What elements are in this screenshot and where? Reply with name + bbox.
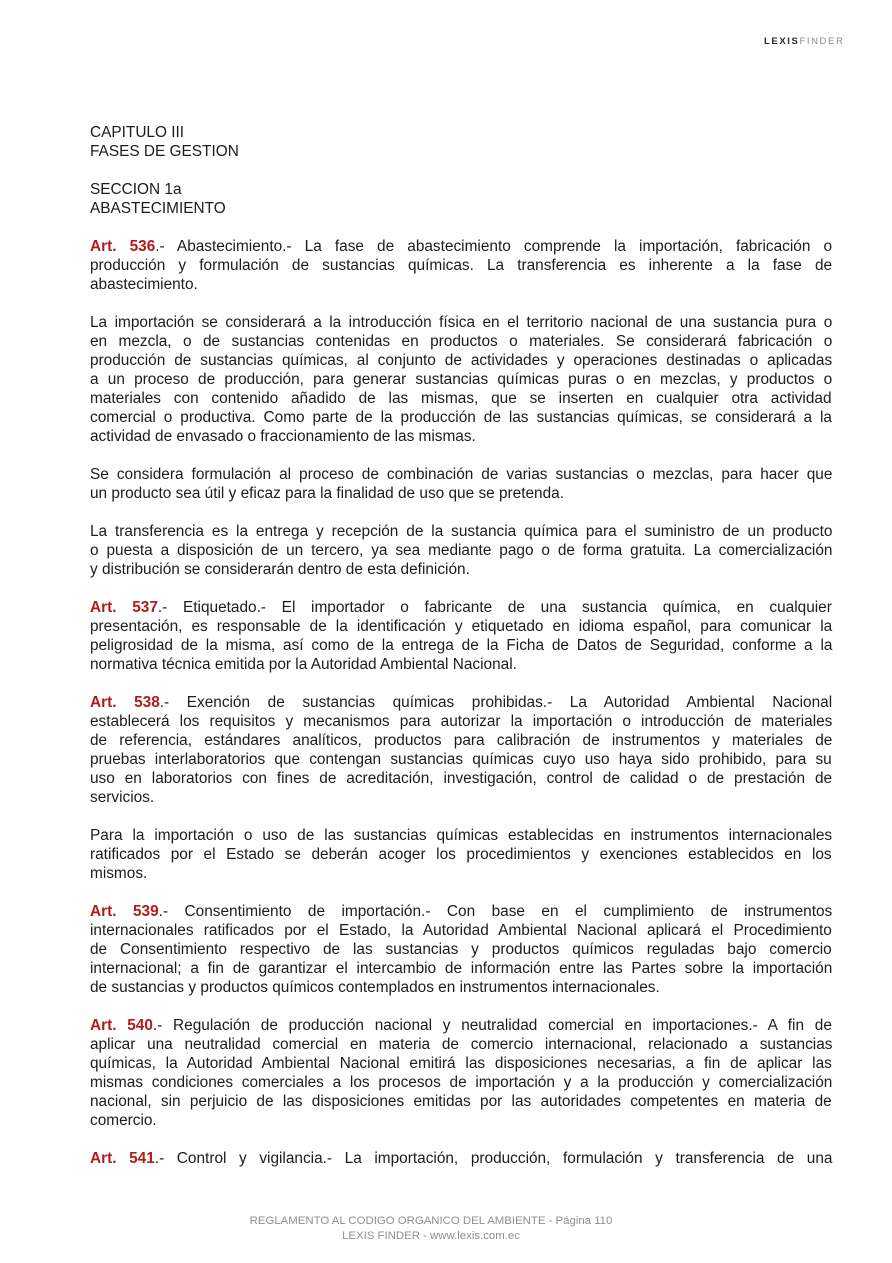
text-line — [90, 484, 832, 503]
text-line — [90, 655, 832, 674]
chapter-title: FASES DE GESTION — [90, 143, 239, 160]
line-text: a un proceso de producción, para generar sustancias químicas puras o en mezclas, y productos o — [90, 371, 833, 388]
line-text: ratificados por el Estado se deberán acoger los procedimientos y exenciones establecidos en los — [90, 846, 832, 863]
text-line — [90, 617, 832, 636]
line-text: .- Abastecimiento.- La fase de abastecimiento comprende la importación, fabricación o — [155, 238, 833, 255]
text-line — [90, 275, 832, 294]
line-text: aplicar una neutralidad comercial en materia de comercio internacional, relacionado a sustancias — [90, 1036, 833, 1053]
footer-website: LEXIS FINDER - www.lexis.com.ec — [342, 1230, 520, 1242]
text-line — [90, 826, 832, 845]
line-text: uso en laboratorios con fines de acreditación, investigación, control de calidad o de prestación de — [90, 770, 833, 787]
text-line — [90, 1054, 832, 1073]
text-line — [90, 370, 832, 389]
logo-light-text: FINDER — [799, 36, 845, 47]
text-line — [90, 1111, 832, 1130]
text-line — [90, 1035, 832, 1054]
line-text: internacionales ratificados por el Estado, la Autoridad Ambiental Nacional aplicará el Procedimiento — [90, 922, 832, 939]
line-text: mismas condiciones comerciales a los procesos de importación y a la producción y comercialización — [90, 1074, 833, 1091]
text-line — [90, 750, 832, 769]
line-text: internacional; a fin de garantizar el intercambio de información entre las Partes sobre la importación — [90, 960, 833, 977]
section-number: SECCION 1a — [90, 181, 182, 198]
article-number: Art. 539 — [90, 903, 159, 920]
text-line — [90, 560, 832, 579]
article-number: Art. 537 — [90, 599, 158, 616]
lexis-finder-logo — [764, 36, 844, 47]
line-text: .- Control y vigilancia.- La importación, producción, formulación y transferencia de una — [154, 1150, 833, 1167]
line-text: y distribución se considerarán dentro de esta definición. — [90, 561, 470, 578]
text-line — [90, 940, 832, 959]
section-heading — [90, 180, 832, 218]
text-line — [90, 978, 832, 997]
article-number: Art. 541 — [90, 1150, 155, 1167]
line-text: mismos. — [90, 865, 148, 882]
line-text: producción y formulación de sustancias químicas. La transferencia es inherente a la fase de — [90, 257, 833, 274]
line-text: servicios. — [90, 789, 155, 806]
line-text: peligrosidad de la misma, así como de la entrega de la Ficha de Datos de Seguridad, conforme a la — [90, 637, 833, 654]
line-text: un producto sea útil y eficaz para la finalidad de uso que se pretenda. — [90, 485, 565, 502]
article-paragraph — [90, 237, 832, 294]
text-line — [90, 845, 832, 864]
paragraph — [90, 313, 832, 446]
article-paragraph — [90, 1149, 832, 1168]
line-text: .- Exención de sustancias químicas prohibidas.- La Autoridad Ambiental Nacional — [159, 694, 833, 711]
text-line — [90, 959, 832, 978]
line-text: de referencia, estándares analíticos, productos para calibración de instrumentos y materiales de — [90, 732, 833, 749]
line-text: La transferencia es la entrega y recepción de la sustancia química para el suministro de un producto — [90, 523, 833, 540]
text-line — [90, 256, 832, 275]
text-line — [90, 351, 832, 370]
line-text: .- Consentimiento de importación.- Con base en el cumplimiento de instrumentos — [158, 903, 833, 920]
line-text: normativa técnica emitida por la Autoridad Ambiental Nacional. — [90, 656, 517, 673]
text-line — [90, 1073, 832, 1092]
article-paragraph — [90, 693, 832, 807]
paragraph — [90, 826, 832, 883]
article-paragraph — [90, 902, 832, 997]
paragraphs — [90, 237, 832, 1168]
text-line — [90, 921, 832, 940]
footer-document-title: REGLAMENTO AL CODIGO ORGANICO DEL AMBIENTE - Página 110 — [249, 1215, 613, 1227]
section-title: ABASTECIMIENTO — [90, 200, 226, 217]
line-text: comercio. — [90, 1112, 157, 1129]
logo-bold-text: LEXIS — [764, 36, 800, 47]
line-text: producción de sustancias químicas, al conjunto de actividades y operaciones destinadas o aplicadas — [90, 352, 833, 369]
text-line — [90, 598, 832, 617]
line-text: de sustancias y productos químicos contemplados en instrumentos internacionales. — [90, 979, 660, 996]
line-text: pruebas interlaboratorios que contengan sustancias químicas cuyo uso haya sido prohibido, para su — [90, 751, 832, 768]
line-text: químicas, la Autoridad Ambiental Nacional emitirá las disposiciones necesarias, a fin de aplicar las — [90, 1055, 832, 1072]
line-text: o puesta a disposición de un tercero, ya sea mediante pago o de forma gratuita. La comercialización — [90, 542, 833, 559]
paragraph — [90, 522, 832, 579]
line-text: en mezcla, o de sustancias contenidas en productos o materiales. Se considerará fabricación o — [90, 333, 833, 350]
text-line — [90, 427, 832, 446]
text-line — [90, 731, 832, 750]
text-line — [90, 408, 832, 427]
line-text: La importación se considerará a la introducción física en el territorio nacional de una sustancia pura o — [90, 314, 833, 331]
text-line — [90, 788, 832, 807]
chapter-number: CAPITULO III — [90, 124, 185, 141]
text-line — [90, 389, 832, 408]
text-line — [90, 522, 832, 541]
document-body — [90, 123, 832, 1187]
line-text: nacional, sin perjuicio de las disposiciones emitidas por las autoridades competentes en materia de — [90, 1093, 832, 1110]
line-text: presentación, es responsable de la identificación y etiquetado en idioma español, para comunicar la — [90, 618, 833, 635]
line-text: establecerá los requisitos y mecanismos para autorizar la importación o introducción de materiales — [90, 713, 833, 730]
line-text: .- Etiquetado.- El importador o fabricante de una sustancia química, en cualquier — [157, 599, 832, 616]
page-footer — [0, 1214, 862, 1244]
line-text: .- Regulación de producción nacional y neutralidad comercial en importaciones.- A fin de — [152, 1017, 832, 1034]
text-line — [90, 769, 832, 788]
article-number: Art. 540 — [90, 1017, 153, 1034]
article-number: Art. 536 — [90, 238, 156, 255]
text-line — [90, 1016, 832, 1035]
line-text: Para la importación o uso de las sustancias químicas establecidas en instrumentos internacionales — [90, 827, 833, 844]
text-line — [90, 693, 832, 712]
article-paragraph — [90, 598, 832, 674]
text-line — [90, 902, 832, 921]
line-text: abastecimiento. — [90, 276, 198, 293]
text-line — [90, 541, 832, 560]
text-line — [90, 712, 832, 731]
text-line — [90, 465, 832, 484]
text-line — [90, 636, 832, 655]
text-line — [90, 313, 832, 332]
line-text: comercial o productiva. Como parte de la producción de las sustancias químicas, se considerará a la — [90, 409, 832, 426]
paragraph — [90, 465, 832, 503]
article-number: Art. 538 — [90, 694, 160, 711]
line-text: de Consentimiento respectivo de las sustancias y productos químicos reguladas bajo comercio — [90, 941, 832, 958]
text-line — [90, 1149, 832, 1168]
line-text: materiales con contenido añadido de las mismas, que se inserten en cualquier otra actividad — [90, 390, 832, 407]
chapter-heading — [90, 123, 832, 161]
line-text: Se considera formulación al proceso de combinación de varias sustancias o mezclas, para hacer que — [90, 466, 833, 483]
text-line — [90, 237, 832, 256]
line-text: actividad de envasado o fraccionamiento de las mismas. — [90, 428, 476, 445]
text-line — [90, 1092, 832, 1111]
article-paragraph — [90, 1016, 832, 1130]
text-line — [90, 332, 832, 351]
text-line — [90, 864, 832, 883]
